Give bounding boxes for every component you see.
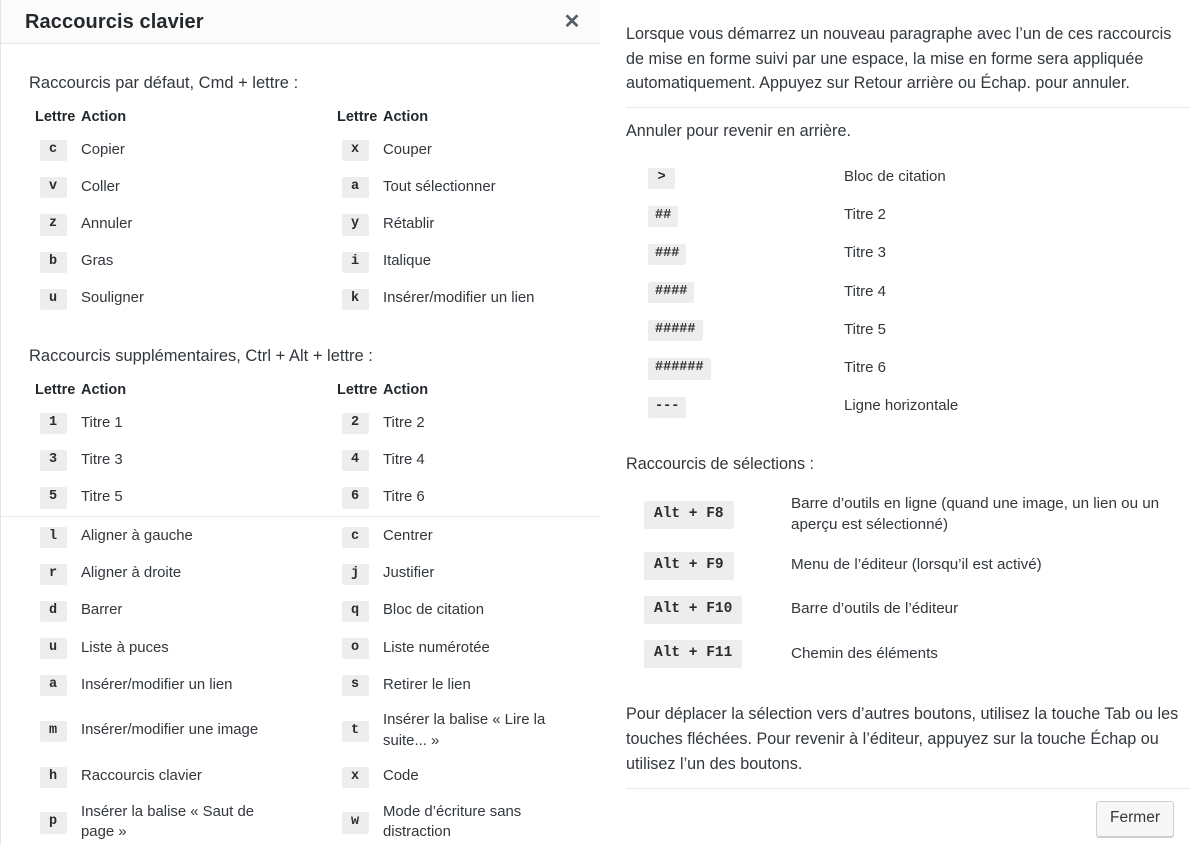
key-cell [626, 588, 781, 632]
table-row [626, 544, 1190, 588]
action-cell: Barrer [81, 602, 123, 619]
key-cell [1, 478, 71, 516]
close-button[interactable]: Fermer [1096, 801, 1174, 837]
intro-paragraph: Lorsque vous démarrez un nouveau paragraphe avec l’un de ces raccourcis de mise en forme suivi par une espace, la mise en forme sera appliquée automatiquement. Appuyez sur Retour arrière ou Échap. pour annuler. [626, 25, 1172, 93]
key-cell [1, 703, 71, 757]
key-chip: 2 [342, 413, 369, 434]
table-row [626, 234, 1190, 272]
key-chip: p [40, 812, 67, 833]
key-chip: c [40, 140, 67, 161]
dialog-header [1, 0, 600, 44]
action-cell: Raccourcis clavier [81, 768, 202, 785]
key-cell [626, 387, 844, 425]
key-cell [626, 234, 844, 272]
action-cell: Gras [81, 253, 114, 270]
key-chip: l [40, 527, 67, 548]
key-cell [1, 629, 71, 666]
action-cell: Liste numérotée [383, 639, 490, 656]
action-cell: Titre 3 [81, 451, 123, 468]
key-cell [1, 168, 71, 205]
action-cell: Bloc de citation [844, 168, 946, 186]
action-cell: Ligne horizontale [844, 397, 959, 415]
right-panel [600, 0, 1200, 844]
action-cell: Code [383, 768, 419, 785]
col-header-key-1: Lettre [35, 382, 76, 399]
dialog-footer [626, 788, 1190, 837]
action-cell: Titre 4 [383, 451, 425, 468]
col-header-key-2: Lettre [337, 109, 378, 126]
key-cell [626, 196, 844, 234]
key-chip: a [342, 177, 369, 198]
key-cell [1, 131, 71, 168]
left-body [1, 44, 600, 849]
section-heading-selection: Raccourcis de sélections : [626, 454, 815, 473]
key-cell [301, 592, 373, 629]
action-cell: Insérer/modifier un lien [383, 290, 535, 307]
col-header-action-2: Action [383, 382, 429, 399]
action-cell: Souligner [81, 290, 144, 307]
key-chip: s [342, 675, 369, 696]
key-chip: > [648, 168, 675, 189]
key-cell [626, 544, 781, 588]
table-row [1, 592, 601, 629]
action-cell: Copier [81, 141, 125, 158]
table-row [626, 588, 1190, 632]
close-icon[interactable]: ✕ [554, 4, 590, 40]
table-row [1, 478, 601, 516]
key-chip: Alt + F9 [644, 552, 734, 580]
key-chip: i [342, 252, 369, 273]
key-cell [626, 272, 844, 310]
table-header-row [1, 382, 601, 404]
key-cell [301, 205, 373, 242]
action-cell: Insérer la balise « Saut de page » [81, 803, 255, 840]
undo-note: Annuler pour revenir en arrière. [626, 107, 1190, 144]
action-cell: Barre d’outils de l’éditeur [791, 600, 959, 618]
action-cell: Titre 5 [844, 320, 886, 338]
action-cell: Titre 2 [844, 206, 886, 224]
key-cell [1, 555, 71, 592]
action-cell: Retirer le lien [383, 676, 471, 693]
key-cell [301, 280, 373, 317]
key-chip: v [40, 177, 67, 198]
section-heading-additional: Raccourcis supplémentaires, Ctrl + Alt + lettre : [29, 346, 373, 365]
table-row [1, 516, 601, 555]
key-chip: t [342, 721, 369, 742]
additional-shortcuts-table [1, 382, 601, 849]
table-row [626, 632, 1190, 676]
key-chip: x [342, 140, 369, 161]
key-chip: z [40, 214, 67, 235]
col-header-action-1: Action [81, 382, 127, 399]
table-row [1, 703, 601, 757]
page-title: Raccourcis clavier [25, 10, 204, 33]
action-cell: Mode d’écriture sans distraction [383, 803, 522, 840]
table-row [626, 387, 1190, 425]
action-cell: Bloc de citation [383, 602, 484, 619]
key-chip: 5 [40, 487, 67, 508]
table-row [1, 280, 601, 317]
action-cell: Insérer/modifier un lien [81, 676, 233, 693]
key-cell [301, 243, 373, 280]
action-cell: Rétablir [383, 215, 435, 232]
key-cell [301, 478, 373, 516]
action-cell: Coller [81, 178, 120, 195]
key-chip: 1 [40, 413, 67, 434]
key-cell [1, 592, 71, 629]
action-cell: Justifier [383, 565, 435, 582]
key-cell [626, 158, 844, 196]
key-chip: ##### [648, 320, 703, 341]
key-cell [1, 441, 71, 478]
key-chip: a [40, 675, 67, 696]
footer-note: Pour déplacer la sélection vers d’autres boutons, utilisez la touche Tab ou les touches fléchées. Pour revenir à l’éditeur, appuyez sur la touche Échap ou utilisez l’un des boutons. [626, 705, 1179, 773]
table-row [1, 243, 601, 280]
key-chip: ## [648, 206, 678, 227]
action-cell: Tout sélectionner [383, 178, 496, 195]
col-header-action-1: Action [81, 109, 127, 126]
left-panel [0, 0, 600, 844]
key-cell [301, 703, 373, 757]
key-cell [301, 629, 373, 666]
table-row [1, 555, 601, 592]
action-cell: Titre 5 [81, 488, 123, 505]
markdown-shortcuts-table [626, 158, 1190, 425]
key-chip: u [40, 638, 67, 659]
key-cell [1, 404, 71, 441]
action-cell: Titre 1 [81, 414, 123, 431]
key-chip: ### [648, 244, 686, 265]
action-cell: Titre 6 [383, 488, 425, 505]
key-chip: q [342, 601, 369, 622]
key-cell [301, 758, 373, 795]
table-header-row [1, 109, 601, 131]
action-cell: Liste à puces [81, 639, 169, 656]
key-cell [301, 666, 373, 703]
table-row [1, 404, 601, 441]
action-cell: Aligner à gauche [71, 516, 301, 555]
table-row [1, 629, 601, 666]
action-cell: Menu de l’éditeur (lorsqu’il est activé) [791, 556, 1042, 574]
table-row [1, 795, 601, 849]
action-cell: Barre d’outils en ligne (quand une image, un lien ou un aperçu est sélectionné) [791, 494, 1160, 533]
key-chip: j [342, 564, 369, 585]
key-cell [301, 795, 373, 849]
key-cell [1, 795, 71, 849]
table-row [1, 205, 601, 242]
action-cell: Titre 4 [844, 282, 886, 300]
selection-shortcuts-table [626, 486, 1190, 677]
col-header-key-1: Lettre [35, 109, 76, 126]
key-chip: m [40, 721, 67, 742]
key-chip: Alt + F10 [644, 596, 742, 624]
action-cell: Italique [383, 253, 432, 270]
key-chip: 4 [342, 450, 369, 471]
key-chip: 3 [40, 450, 67, 471]
action-cell: Centrer [373, 516, 601, 555]
action-cell: Titre 3 [844, 244, 886, 262]
key-cell [626, 486, 781, 544]
key-chip: r [40, 564, 67, 585]
action-cell: Annuler [81, 215, 133, 232]
key-cell [1, 516, 71, 555]
key-cell [1, 666, 71, 703]
key-chip: Alt + F8 [644, 501, 734, 529]
key-cell [626, 310, 844, 348]
table-row [626, 272, 1190, 310]
key-cell [301, 131, 373, 168]
key-chip: x [342, 767, 369, 788]
key-cell [301, 516, 373, 555]
table-row [1, 168, 601, 205]
key-chip: 6 [342, 487, 369, 508]
key-cell [301, 555, 373, 592]
key-chip: u [40, 289, 67, 310]
key-chip: w [342, 812, 369, 833]
key-cell [626, 632, 781, 676]
key-cell [301, 404, 373, 441]
key-chip: b [40, 252, 67, 273]
key-cell [1, 205, 71, 242]
key-chip: y [342, 214, 369, 235]
table-row [626, 310, 1190, 348]
table-row [1, 131, 601, 168]
action-cell: Aligner à droite [81, 565, 182, 582]
key-cell [1, 758, 71, 795]
key-cell [1, 280, 71, 317]
key-chip: #### [648, 282, 694, 303]
table-row [626, 196, 1190, 234]
table-row [626, 486, 1190, 544]
action-cell: Titre 6 [844, 358, 886, 376]
key-chip: h [40, 767, 67, 788]
key-cell [1, 243, 71, 280]
key-chip: c [342, 527, 369, 548]
table-row [1, 441, 601, 478]
key-chip: Alt + F11 [644, 640, 742, 668]
default-shortcuts-table [1, 109, 601, 317]
section-heading-default: Raccourcis par défaut, Cmd + lettre : [29, 74, 299, 92]
action-cell: Insérer la balise « Lire la suite... » [383, 712, 546, 749]
key-chip: ###### [648, 358, 711, 379]
col-header-action-2: Action [383, 109, 429, 126]
action-cell: Couper [383, 141, 432, 158]
table-row [626, 158, 1190, 196]
action-cell: Insérer/modifier une image [81, 722, 259, 739]
key-chip: k [342, 289, 369, 310]
action-cell: Chemin des éléments [791, 644, 938, 662]
table-row [1, 758, 601, 795]
key-chip: --- [648, 397, 686, 418]
col-header-key-2: Lettre [337, 382, 378, 399]
table-row [1, 666, 601, 703]
key-cell [301, 168, 373, 205]
key-cell [626, 348, 844, 386]
key-chip: o [342, 638, 369, 659]
key-cell [301, 441, 373, 478]
action-cell: Titre 2 [383, 414, 425, 431]
table-row [626, 348, 1190, 386]
key-chip: d [40, 601, 67, 622]
